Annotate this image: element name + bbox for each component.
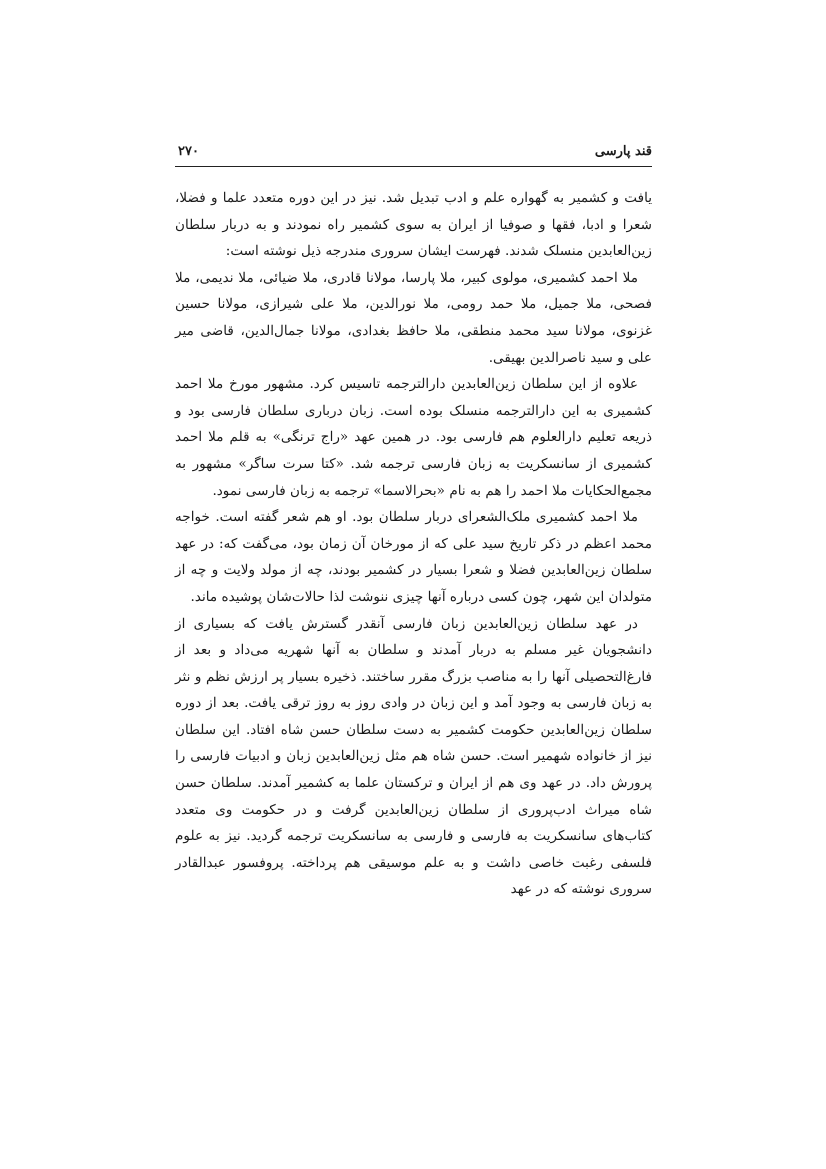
paragraph-5: در عهد سلطان زین‌العابدین زبان فارسی آنقدر گسترش یافت که بسیاری از دانشجویان غیر مسلم به دربار آمدند و سلطان به آنها شهریه می‌داد و بعد از فارغ‌التحصیلی آنها را به مناصب بزرگ مقرر ساختند. ذخیره بسیار پر ارزش نظم و نثر به زبان فارسی به وجود آمد و این زبان در وادی روز به روز ترقی یافت. بعد از دوره سلطان زین‌العابدین حکومت کشمیر به دست سلطان حسن شاه افتاد. این سلطان نیز از خانواده شهمیر است. حسن شاه هم مثل زین‌العابدین زبان و ادبیات فارسی را پرورش داد. در عهد وی هم از ایران و ترکستان علما به کشمیر آمدند. سلطان حسن شاه میراث ادب‌پروری از سلطان زین‌العابدین گرفت و در حکومت وی متعدد کتاب‌های سانسکریت به فارسی و فارسی به سانسکریت ترجمه گردید. نیز به علوم فلسفی رغبت خاصی داشت و به علم موسیقی هم پرداخته. پروفسور عبدالقادر سروری نوشته که در عهد: [175, 615, 652, 898]
page-number: ۲۷۰: [178, 144, 199, 159]
paragraph-2: ملا احمد کشمیری، مولوی کبیر، ملا پارسا، مولانا قادری، ملا ضیائی، ملا ندیمی، ملا فصحی، ملا جمیل، ملا حمد رومی، ملا نورالدین، ملا علی شیرازی، مولانا حسین غزنوی، مولانا سید محمد منطقی، ملا حافظ بغدادی، مولانا جمال‌الدین، قاضی میر علی و سید ناصرالدین بهیقی.: [175, 269, 652, 366]
running-title: قند پارسی: [594, 144, 652, 159]
body-text: [175, 185, 652, 903]
paragraph-4: ملا احمد کشمیری ملک‌الشعرای دربار سلطان بود. او هم شعر گفته است. خواجه محمد اعظم در ذکر تاریخ سید علی که از مورخان آن زمان بود، می‌گفت که: در عهد سلطان زین‌العابدین فضلا و شعرا بسیار در کشمیر بودند، چه از مولد ولایت و چه از متولدان این شهر، چون کسی درباره آنها چیزی ننوشت لذا حالات‌شان پوشیده ماند.: [175, 509, 652, 605]
paragraph-3: علاوه از این سلطان زین‌العابدین دارالترجمه تاسیس کرد. مشهور مورخ ملا احمد کشمیری به این دارالترجمه منسلک بوده است. زبان درباری سلطان فارسی بود و ذریعه تعلیم دارالعلوم هم فارسی بود. در همین عهد «راج ترنگی» به قلم ملا احمد کشمیری از سانسکریت به زبان فارسی ترجمه شد. «کتا سرت ساگر» مشهور به مجمع‌الحکایات ملا احمد را هم به نام «بحرالاسما» ترجمه به زبان فارسی نمود.: [175, 376, 652, 499]
paragraph-1: یافت و کشمیر به گهواره علم و ادب تبدیل شد. نیز در این دوره متعدد علما و فضلا، شعرا و ادبا، فقها و صوفیا از ایران به سوی کشمیر راه نمودند و به دربار سلطان زین‌العابدین منسلک شدند. فهرست ایشان سروری مندرجه ذیل نوشته است:: [175, 190, 652, 260]
running-header: [175, 140, 652, 167]
